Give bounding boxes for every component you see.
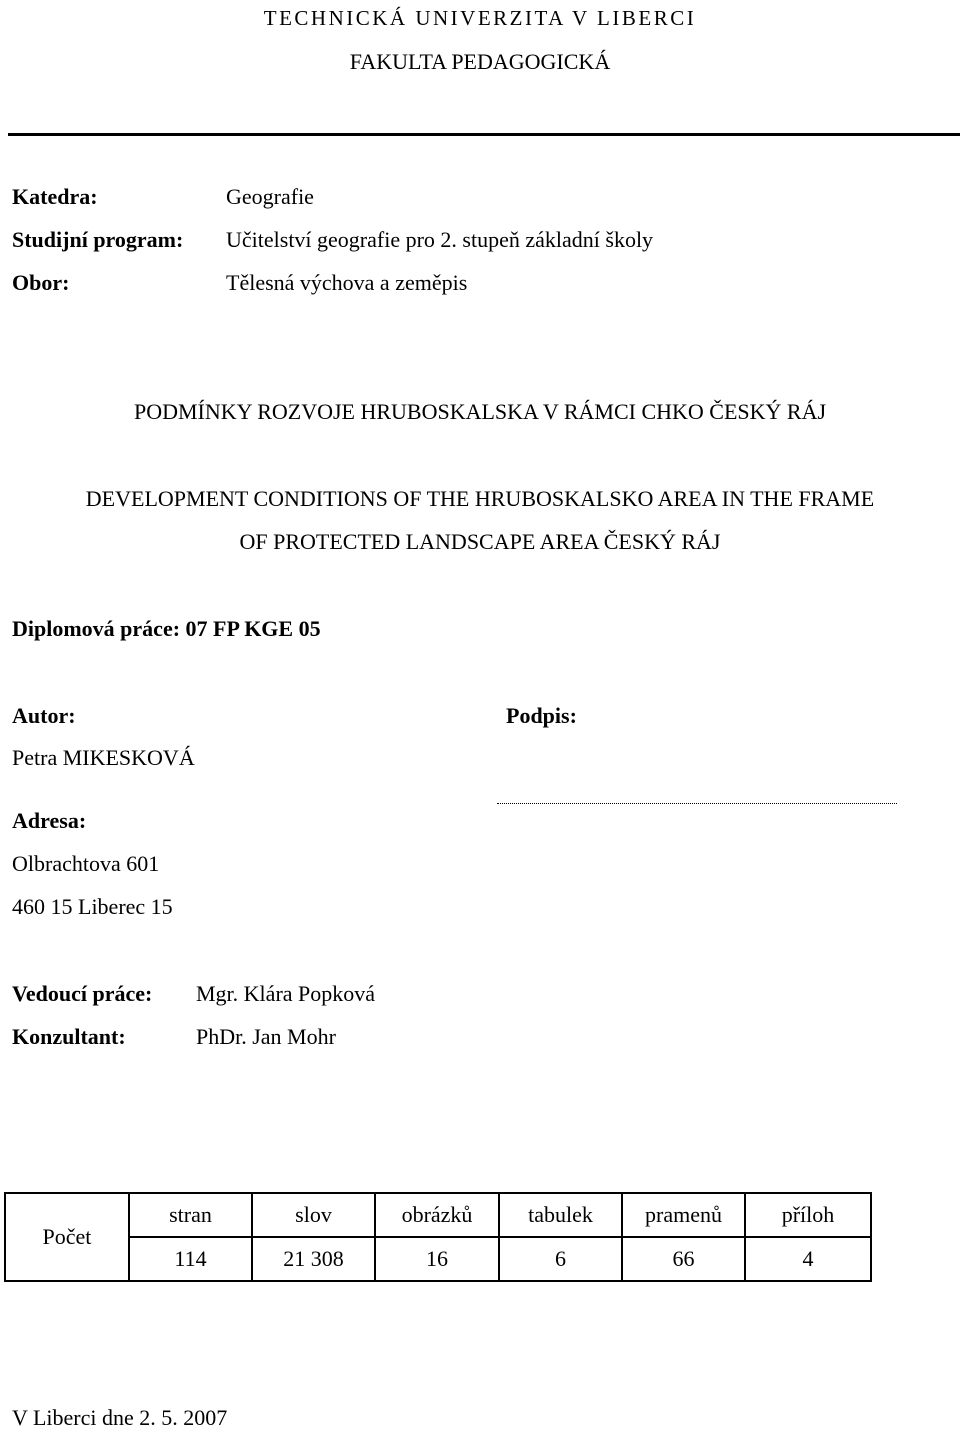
obor-value: Tělesná výchova a zeměpis (226, 270, 468, 295)
header-cell-priloh: příloh (745, 1193, 871, 1237)
signature-line (497, 803, 897, 804)
value-cell-priloh: 4 (745, 1237, 871, 1281)
signature-label: Podpis: (506, 703, 577, 728)
header-cell-stran: stran (129, 1193, 252, 1237)
header-cell-pramenu: pramenů (622, 1193, 745, 1237)
place-date: V Liberci dne 2. 5. 2007 (12, 1405, 228, 1430)
faculty-name: FAKULTA PEDAGOGICKÁ (349, 49, 611, 74)
table-row (5, 1237, 871, 1281)
count-table (4, 1192, 872, 1282)
value-cell-slov: 21 308 (252, 1237, 375, 1281)
header-cell-obrazku: obrázků (375, 1193, 499, 1237)
supervisor-label: Vedoucí práce: (12, 981, 153, 1006)
consultant-label: Konzultant: (12, 1024, 126, 1049)
author-name: Petra MIKESKOVÁ (12, 745, 195, 770)
thesis-title-english-line1: DEVELOPMENT CONDITIONS OF THE HRUBOSKALSKO AREA IN THE FRAME (85, 486, 875, 511)
table-row (5, 1193, 871, 1237)
address-line1: Olbrachtova 601 (12, 851, 160, 876)
obor-label: Obor: (12, 270, 70, 295)
value-cell-tabulek: 6 (499, 1237, 622, 1281)
thesis-title-english-line2: OF PROTECTED LANDSCAPE AREA ČESKÝ RÁJ (239, 529, 721, 554)
consultant-value: PhDr. Jan Mohr (196, 1024, 336, 1049)
address-label: Adresa: (12, 808, 87, 833)
value-cell-pramenu: 66 (622, 1237, 745, 1281)
header-divider (8, 133, 960, 136)
katedra-value: Geografie (226, 184, 314, 209)
supervisor-value: Mgr. Klára Popková (196, 981, 376, 1006)
header-cell-tabulek: tabulek (499, 1193, 622, 1237)
program-label: Studijní program: (12, 227, 184, 252)
value-cell-obrazku: 16 (375, 1237, 499, 1281)
header-cell-slov: slov (252, 1193, 375, 1237)
count-row-label: Počet (5, 1193, 129, 1281)
author-label: Autor: (12, 703, 76, 728)
university-name: TECHNICKÁ UNIVERZITA V LIBERCI (263, 6, 697, 30)
address-line2: 460 15 Liberec 15 (12, 894, 173, 919)
katedra-label: Katedra: (12, 184, 98, 209)
program-value: Učitelství geografie pro 2. stupeň základní školy (226, 227, 654, 252)
thesis-id: Diplomová práce: 07 FP KGE 05 (12, 616, 321, 641)
thesis-title-czech: PODMÍNKY ROZVOJE HRUBOSKALSKA V RÁMCI CHKO ČESKÝ RÁJ (133, 399, 827, 424)
value-cell-stran: 114 (129, 1237, 252, 1281)
